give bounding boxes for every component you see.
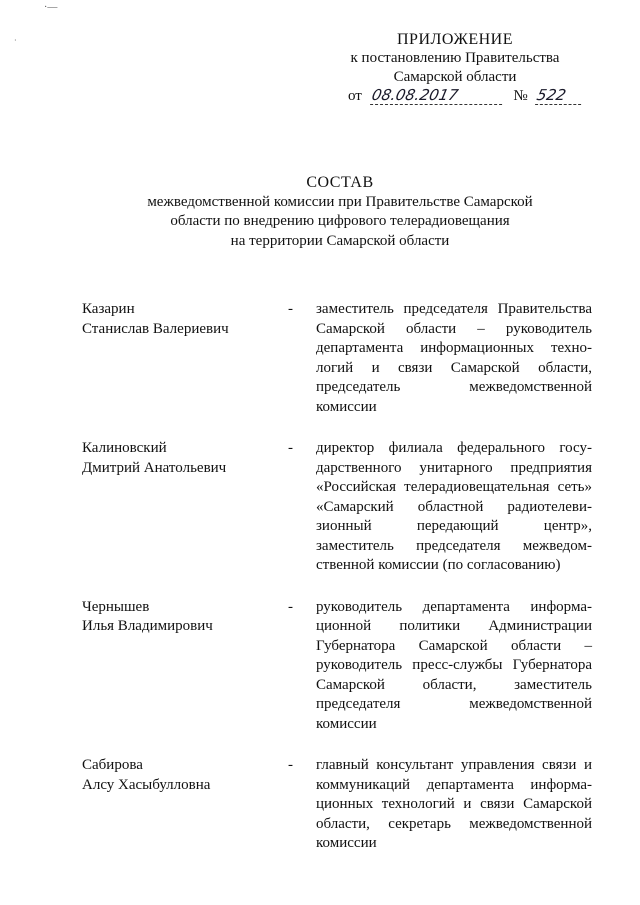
role-line: заместитель председателя межведом- <box>316 537 592 554</box>
from-label: от <box>348 88 362 104</box>
role-line: комиссии <box>316 398 377 415</box>
scan-mark: · <box>14 36 17 45</box>
document-heading <box>90 173 590 251</box>
member-name <box>82 756 288 795</box>
appendix-title: ПРИЛОЖЕНИЕ <box>396 31 513 48</box>
heading-title: СОСТАВ <box>306 174 374 191</box>
role-line: департамента информационных техно- <box>316 340 592 356</box>
number-label: № <box>513 88 528 104</box>
member-surname: Калиновский <box>82 440 167 456</box>
handwritten-date: 08.08.2017 <box>370 86 506 105</box>
resolution-date-line <box>348 86 583 105</box>
member-role <box>316 300 592 417</box>
role-line: Самарской области, заместитель <box>316 676 592 693</box>
role-line: Самарской области – руководитель <box>316 320 592 337</box>
handwritten-number: 522 <box>535 86 585 105</box>
appendix-block <box>330 30 580 87</box>
member-name <box>82 598 288 637</box>
members-list <box>82 300 592 854</box>
appendix-line: Самарской области <box>393 69 517 85</box>
role-line: зионный передающий центр», <box>316 518 592 534</box>
role-line: «Российская телерадиовещательная сеть» <box>316 479 592 495</box>
member-surname: Казарин <box>82 301 135 317</box>
member-entry <box>82 300 592 417</box>
scan-mark: ·— <box>44 2 58 13</box>
member-surname: Сабирова <box>82 757 143 773</box>
heading-line: межведомственной комиссии при Правительстве Самарской <box>147 193 533 210</box>
member-given-names: Алсу Хасыбулловна <box>82 776 211 793</box>
member-dash: - <box>288 301 293 317</box>
member-role <box>316 598 592 735</box>
role-line: области, секретарь межведомственной <box>316 815 592 832</box>
role-line: комиссии <box>316 715 377 732</box>
role-line: дарственного унитарного предприятия <box>316 459 592 476</box>
member-entry <box>82 439 592 576</box>
member-given-names: Станислав Валериевич <box>82 320 229 337</box>
role-line: ственной комиссии (по согласованию) <box>316 557 561 573</box>
role-line: главный консультант управления связи и <box>316 757 592 773</box>
member-role <box>316 439 592 576</box>
heading-line: области по внедрению цифрового телерадиовещания <box>170 213 510 229</box>
role-line: председатель межведомственной <box>316 379 592 395</box>
member-given-names: Дмитрий Анатольевич <box>82 459 227 476</box>
role-line: ционных технологий и связи Самарской <box>316 796 592 812</box>
member-dash: - <box>288 440 293 456</box>
member-entry <box>82 756 592 854</box>
role-line: директор филиала федерального госу- <box>316 440 592 456</box>
role-line: ционной политики Администрации <box>316 618 592 634</box>
member-given-names: Илья Владимирович <box>82 618 213 634</box>
member-dash: - <box>288 757 293 773</box>
role-line: заместитель председателя Правительства <box>316 301 592 317</box>
member-entry <box>82 598 592 735</box>
member-role <box>316 756 592 854</box>
role-line: председателя межведомственной <box>316 696 592 712</box>
role-line: руководитель пресс-службы Губернатора <box>316 657 592 673</box>
role-line: коммуникаций департамента информа- <box>316 776 592 793</box>
heading-line: на территории Самарской области <box>230 232 450 249</box>
member-name <box>82 439 288 478</box>
member-dash: - <box>288 598 293 615</box>
member-surname: Чернышев <box>82 598 150 615</box>
role-line: логий и связи Самарской области, <box>316 359 592 376</box>
role-line: «Самарский областной радиотелеви- <box>316 498 592 515</box>
role-line: Губернатора Самарской области – <box>316 637 592 654</box>
member-name <box>82 300 288 339</box>
role-line: руководитель департамента информа- <box>316 598 592 615</box>
role-line: комиссии <box>316 835 377 851</box>
appendix-line: к постановлению Правительства <box>350 50 560 66</box>
